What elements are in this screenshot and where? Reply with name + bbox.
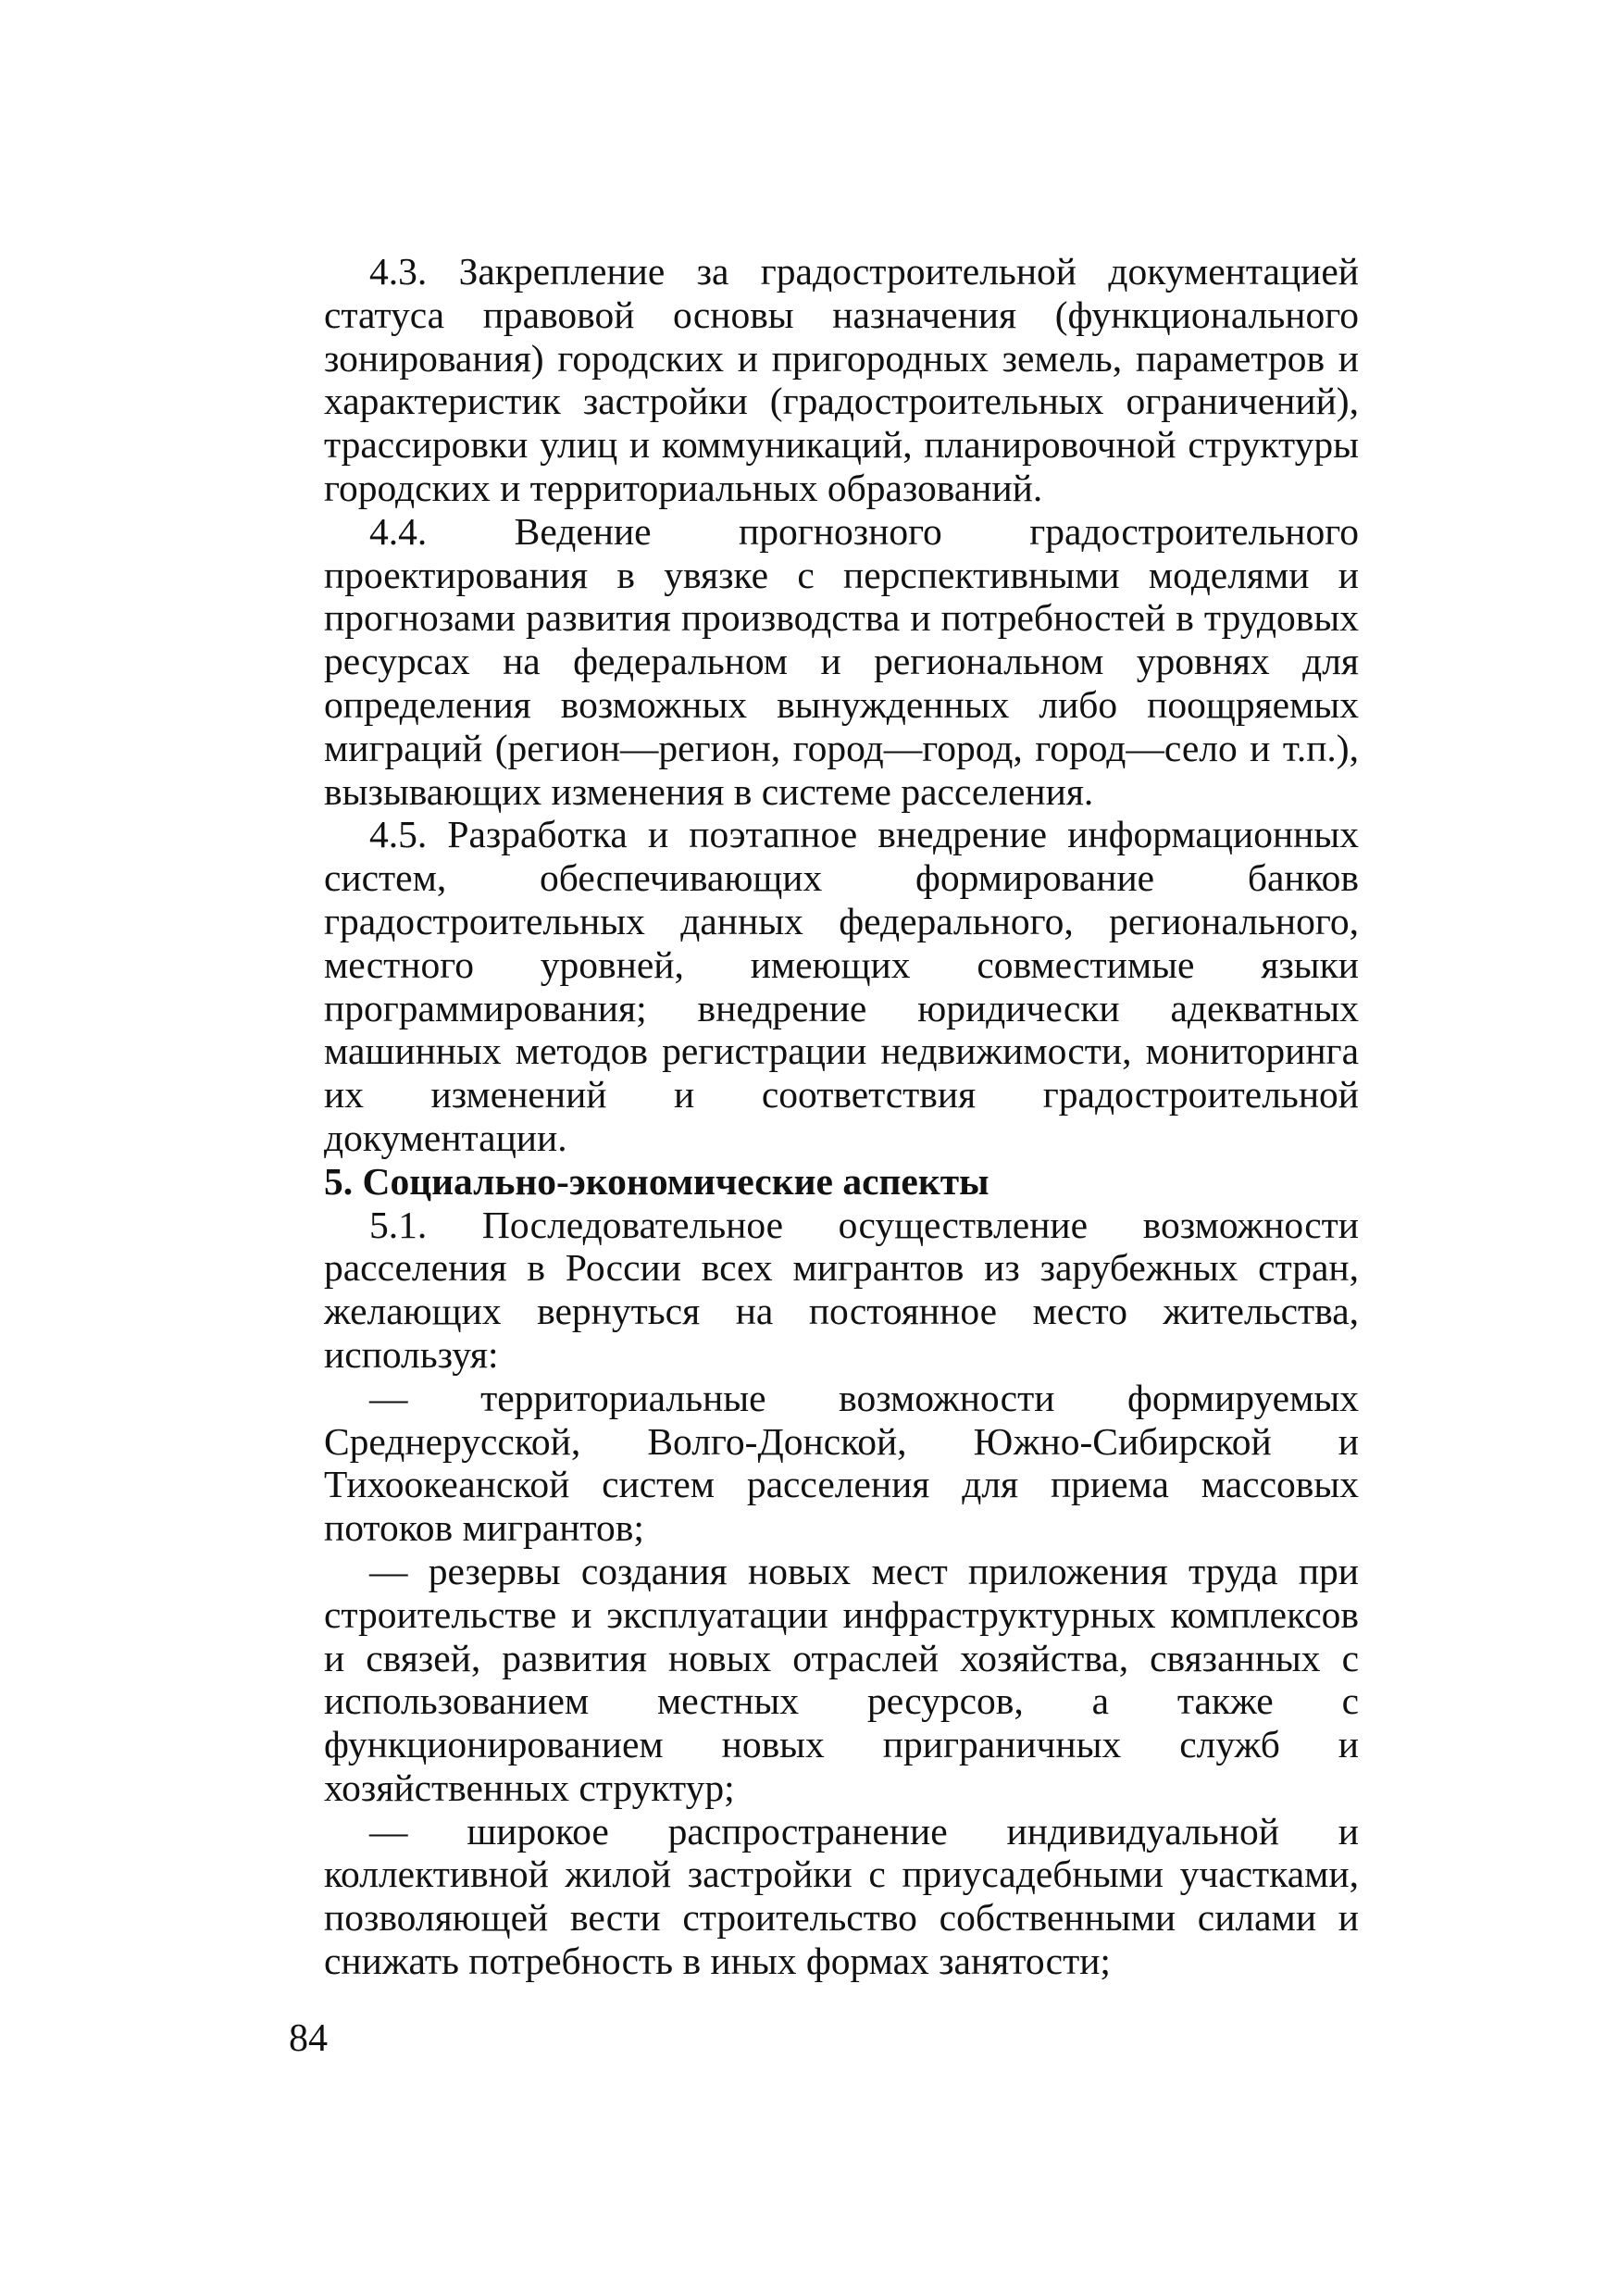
dash-item-2: — резервы создания новых мест приложения труда при строительстве и эксплуатации инфраструктурных комплексов и связей, развития новых отраслей хозяйства, связанных с использованием местных ресурсов, а также с функционированием новых приграничных служб и хозяйственных структур; [324, 1549, 1359, 1809]
section-heading: 5. Социально-экономические аспекты [324, 1159, 989, 1203]
paragraph-5-1: 5.1. Последовательное осуществление возможности расселения в России всех мигрантов из зарубежных стран, желающих вернуться на постоянное место жительства, используя: [324, 1203, 1359, 1376]
page-number: 84 [289, 2017, 328, 2060]
page-body-text [324, 250, 1359, 1983]
paragraph-4-4: 4.4. Ведение прогнозного градостроительного проектирования в увязке с перспективными моделями и прогнозами развития производства и потребностей в трудовых ресурсах на федеральном и региональном уровнях для определения возможных вынужденных либо поощряемых миграций (регион—регион, город—город, город—село и т.п.), вызывающих изменения в системе расселения. [324, 509, 1359, 813]
dash-item-1: — территориальные возможности формируемых Среднерусской, Волго-Донской, Южно-Сибирской и Тихоокеанской систем расселения для приема массовых потоков мигрантов; [324, 1376, 1359, 1550]
dash-item-3: — широкое распространение индивидуальной и коллективной жилой застройки с приусадебными участками, позволяющей вести строительство собственными силами и снижать потребность в иных формах занятости; [324, 1809, 1359, 1983]
paragraph-4-3: 4.3. Закрепление за градостроительной документацией статуса правовой основы назначения (функционального зонирования) городских и пригородных земель, параметров и характеристик застройки (градостроительных ограничений), трассировки улиц и коммуникаций, планировочной структуры городских и территориальных образований. [324, 250, 1359, 509]
paragraph-4-5: 4.5. Разработка и поэтапное внедрение информационных систем, обеспечивающих формирование банков градостроительных данных федерального, регионального, местного уровней, имеющих совместимые языки программирования; внедрение юридически адекватных машинных методов регистрации недвижимости, мониторинга их изменений и соответствия градостроительной документации. [324, 813, 1359, 1159]
